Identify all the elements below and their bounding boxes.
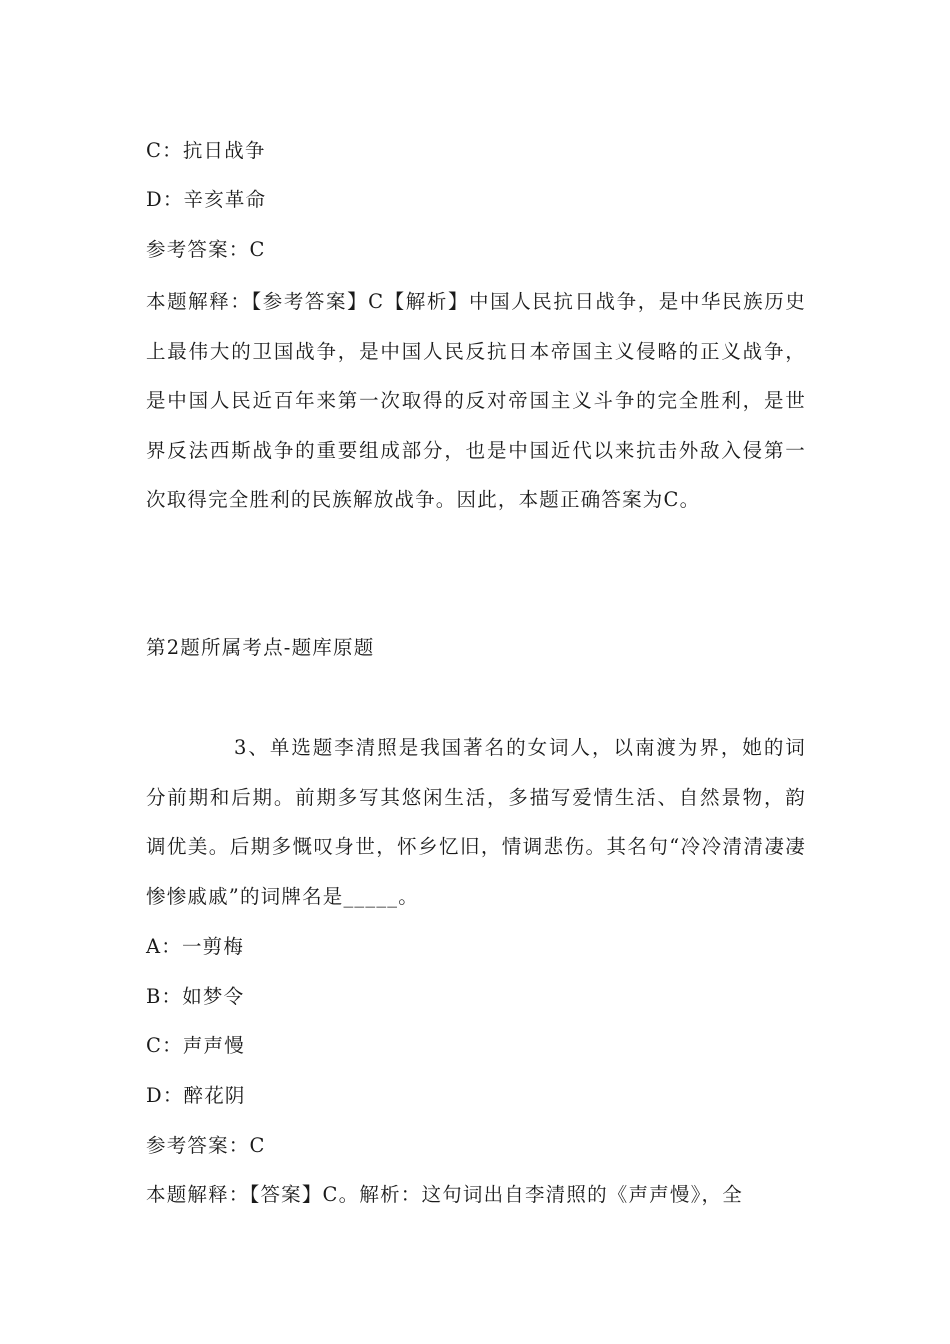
q3-option-d: D：醉花阴 [146, 1084, 246, 1107]
q3-option-b: B：如梦令 [146, 985, 245, 1008]
q2-answer: 参考答案：C [146, 238, 266, 261]
q2-option-d: D：辛亥革命 [146, 188, 267, 211]
q2-explanation: 本题解释：【参考答案】C【解析】中国人民抗日战争，是中华民族历史上最伟大的卫国战争，是中国人民反抗日本帝国主义侵略的正义战争，是中国人民近百年来第一次取得的反对帝国主义斗争的完全胜利，是世界反法西斯战争的重要组成部分，也是中国近代以来抗击外敌入侵第一次取得完全胜利的民族解放战争。因此，本题正确答案为C。 [146, 290, 806, 511]
q3-explanation: 本题解释：【答案】C。解析：这句词出自李清照的《声声慢》，全 [146, 1183, 743, 1206]
q3-answer: 参考答案：C [146, 1134, 266, 1157]
q3-option-c: C：声声慢 [146, 1034, 245, 1057]
q2-topic: 第2题所属考点-题库原题 [146, 636, 375, 659]
q2-option-c: C：抗日战争 [146, 139, 266, 162]
q3-option-a: A：一剪梅 [146, 935, 245, 958]
q3-stem: 3、单选题李清照是我国著名的女词人，以南渡为界，她的词分前期和后期。前期多写其悠闲生活，多描写爱情生活、自然景物，韵调优美。后期多慨叹身世，怀乡忆旧，情调悲伤。其名句“冷冷清清凄凄惨惨戚戚”的词牌名是_____。 [146, 736, 806, 908]
